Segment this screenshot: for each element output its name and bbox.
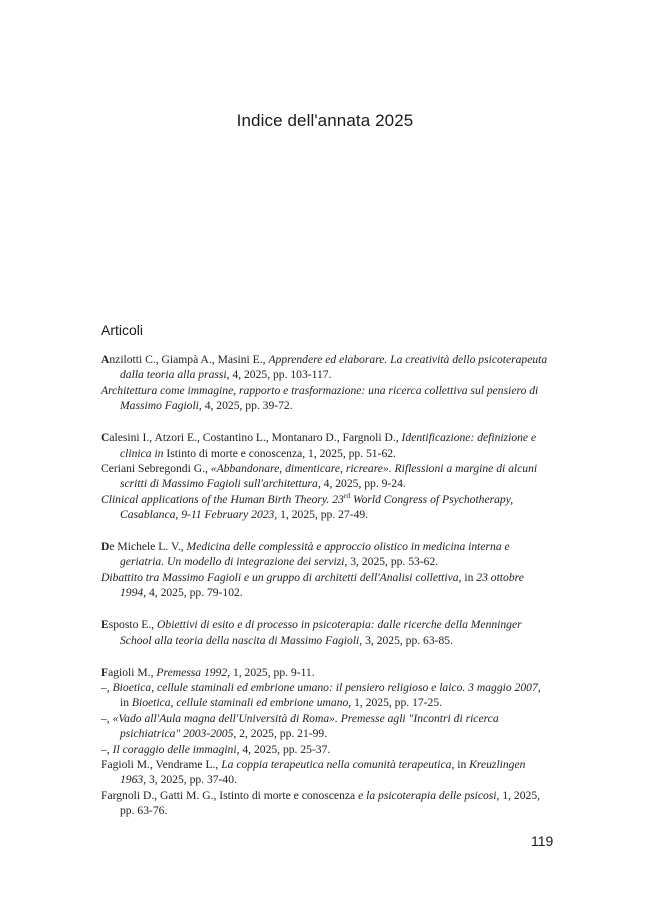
entry-title-text: La coppia terapeutica nella comunità terapeutica [221, 757, 452, 771]
entry-title-text: «Vado all'Aula magna dell'Università di Roma». Premesse agli "Incontri di ricerca psichiatrica" 2003-2005 [112, 711, 499, 741]
entry-text: , in [120, 680, 541, 710]
entry-title-text: Kreuzlingen 1963 [120, 757, 526, 787]
entry-title-text: Obiettivi di esito e di processo in psicoterapia: dalle ricerche della Menninger School alla teoria della nascita di Massimo Fagioli [120, 618, 522, 647]
page-number: 119 [531, 833, 554, 849]
entry-title-text: 23 ottobre 1994 [120, 570, 524, 600]
entry-text: , 3, 2025, pp. 53-62. [344, 555, 439, 569]
page-title: Indice dell'annata 2025 [236, 111, 414, 130]
entry-text: , 1, 2025, pp. 17-25. [348, 696, 443, 710]
entry-title-text: «Abbandonare, dimenticare, ricreare». Riflessioni a margine di alcuni scritti di Massimo Fagioli sull'architettura [120, 461, 538, 491]
entry-text: rd [343, 490, 351, 500]
index-entry [101, 430, 549, 461]
entry-text: –, [101, 711, 113, 725]
index-entry [101, 383, 549, 414]
entry-text: , in [451, 757, 470, 771]
entry-title-text: Il coraggio delle immagini [112, 742, 237, 756]
index-entry [101, 570, 549, 601]
entry-text: Fagioli M., Vendrame L., [101, 757, 222, 771]
entry-text: Ceriani Sebregondi G., [101, 461, 211, 475]
index-entry [101, 757, 549, 788]
entry-title-text: Apprendere ed elaborare. La creatività dello psicoterapeuta dalla teoria alla prassi [120, 353, 548, 382]
entry-initial: E [101, 618, 109, 632]
entry-text: 1, 2025, pp. 51-62. [308, 446, 396, 460]
index-entry [101, 665, 549, 680]
index-entry [101, 539, 549, 570]
index-entry [101, 461, 549, 492]
entry-text: agioli M., [108, 665, 157, 679]
entry-text: Istinto di morte e conoscenza [166, 446, 303, 460]
entry-title-text: e la psicoterapia delle psicosi [358, 788, 497, 802]
section-heading: Articoli [101, 322, 144, 338]
entry-initial: F [101, 665, 109, 679]
entry-text: , 4, 2025, pp. 79-102. [143, 586, 243, 600]
entry-initial: A [101, 353, 110, 366]
entry-title-text: , [302, 446, 309, 460]
entry-text: , 3, 2025, pp. 37-40. [143, 773, 237, 787]
entry-text: , 1, 2025, pp. 27-49. [274, 508, 369, 522]
index-entry [101, 788, 549, 819]
entry-text: Fargnoli D., Gatti M. G., Istinto di morte e conoscenza [101, 788, 359, 802]
entry-title-text: Bioetica, cellule staminali ed embrione umano [131, 696, 349, 710]
entry-text: , in [458, 570, 477, 584]
index-entry [101, 711, 549, 742]
index-entry [101, 492, 549, 523]
entry-text: –, [101, 680, 113, 694]
entry-title-text: World Congress of Psychotherapy, Casablanca, 9-11 February 2023 [120, 492, 514, 522]
index-entry [101, 742, 549, 757]
entry-text: , 1, 2025, pp. 63-76. [120, 788, 541, 818]
entry-text: e Michele L. V., [109, 540, 187, 554]
article-index [101, 352, 549, 819]
entry-title-text: Dibattito tra Massimo Fagioli e un gruppo di architetti dell'Analisi collettiva [101, 570, 459, 584]
entry-text: , 4, 2025, pp. 103-117. [226, 368, 332, 382]
index-entry [101, 617, 549, 648]
entry-text: –, [101, 742, 113, 756]
entry-title-text: Medicina delle complessità e approccio olistico in medicina interna e geriatria. Un modello di integrazione dei servizi [120, 540, 510, 569]
entry-text: , 4, 2025, pp. 39-72. [198, 399, 293, 413]
index-entry [101, 352, 549, 383]
entry-text: alesini I., Atzori E., Costantino L., Montanaro D., Fargnoli D., [109, 431, 402, 445]
entry-text: sposto E., [108, 618, 158, 632]
entry-title-text: Identificazione: definizione e clinica in [120, 431, 537, 460]
entry-text: , 4, 2025, pp. 25-37. [236, 742, 331, 756]
entry-title-text: Bioetica, cellule staminali ed embrione umano: il pensiero religioso e laico. 3 maggio 2007 [112, 680, 538, 694]
entry-text: , 2, 2025, pp. 21-99. [233, 727, 328, 741]
entry-initial: C [101, 431, 110, 445]
entry-title-text: Premessa 1992 [156, 665, 228, 679]
entry-text: , 1, 2025, pp. 9-11. [227, 665, 315, 679]
entry-text: , 3, 2025, pp. 63-85. [359, 633, 453, 647]
entry-title-text: Clinical applications of the Human Birth Theory. 23 [101, 492, 344, 506]
entry-text: nzilotti C., Giampà A., Masini E., [109, 353, 269, 366]
entry-initial: D [101, 540, 110, 554]
index-entry [101, 680, 549, 711]
entry-text: , 4, 2025, pp. 9-24. [317, 477, 406, 491]
entry-title-text: Architettura come immagine, rapporto e trasformazione: una ricerca collettiva sul pensiero di Massimo Fagioli [101, 383, 539, 413]
